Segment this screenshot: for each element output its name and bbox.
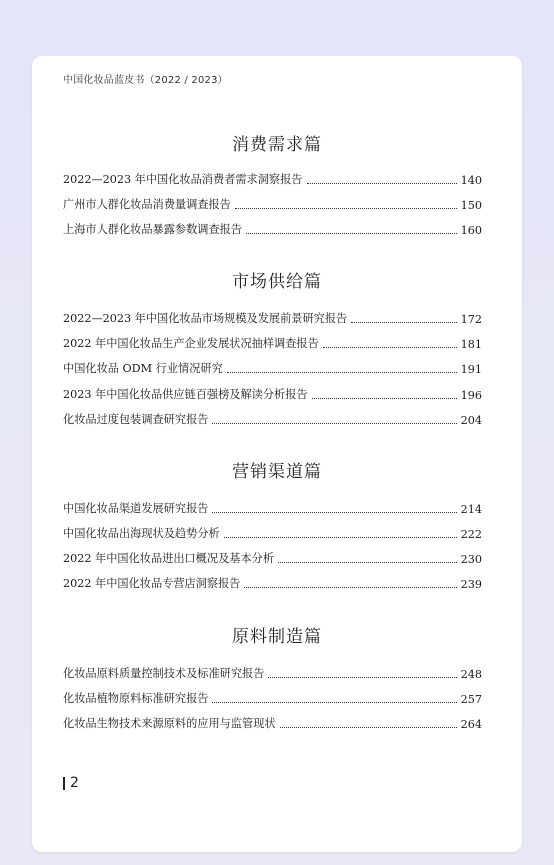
- toc-entry: [63, 573, 482, 591]
- toc-entry-page: 172: [460, 313, 482, 326]
- dot-leader: [280, 727, 457, 728]
- toc-entry-page: 204: [460, 414, 482, 427]
- toc-entry-page: 239: [460, 578, 482, 591]
- dot-leader: [351, 322, 456, 323]
- toc-entry-title: 上海市人群化妆品暴露参数调查报告: [63, 223, 243, 236]
- toc-entry-title: 2022 年中国化妆品专营店洞察报告: [63, 577, 241, 590]
- toc-entry-title: 2023 年中国化妆品供应链百强榜及解读分析报告: [63, 388, 308, 401]
- toc-entry: [63, 523, 482, 541]
- section-title-consumer-demand: 消费需求篇: [232, 135, 322, 155]
- toc-entry-title: 中国化妆品渠道发展研究报告: [63, 502, 209, 515]
- dot-leader: [312, 398, 457, 399]
- toc-entry: [63, 548, 482, 566]
- toc-entry: [63, 498, 482, 516]
- dot-leader: [246, 233, 457, 234]
- toc-entry-title: 2022 年中国化妆品生产企业发展状况抽样调查报告: [63, 337, 319, 350]
- toc-entry-page: 196: [460, 389, 482, 402]
- dot-leader: [244, 587, 456, 588]
- running-head: 中国化妆品蓝皮书（2022 / 2023）: [63, 75, 228, 86]
- toc-entry-page: 257: [460, 693, 482, 706]
- toc-entry: [63, 663, 482, 681]
- toc-entry-title: 中国化妆品 ODM 行业情况研究: [63, 362, 223, 375]
- toc-entry: [63, 333, 482, 351]
- toc-entry-page: 214: [460, 503, 482, 516]
- toc-entry-title: 化妆品原料质量控制技术及标准研究报告: [63, 667, 265, 680]
- toc-entry: [63, 219, 482, 237]
- toc-entry-title: 2022—2023 年中国化妆品消费者需求洞察报告: [63, 173, 303, 186]
- toc-entry-page: 264: [460, 718, 482, 731]
- toc-entry: [63, 688, 482, 706]
- toc-entry-page: 160: [460, 224, 482, 237]
- toc-entry-page: 222: [460, 528, 482, 541]
- dot-leader: [212, 512, 456, 513]
- toc-entry-page: 248: [460, 668, 482, 681]
- toc-entry-page: 140: [460, 174, 482, 187]
- toc-entry-page: 191: [460, 363, 482, 376]
- dot-leader: [307, 183, 457, 184]
- section-title-marketing-channels: 营销渠道篇: [232, 462, 322, 482]
- toc-entry: [63, 194, 482, 212]
- dot-leader: [224, 537, 457, 538]
- toc-entry: [63, 358, 482, 376]
- toc-entry: [63, 713, 482, 731]
- toc-entry-page: 230: [460, 553, 482, 566]
- section-title-market-supply: 市场供给篇: [232, 272, 322, 292]
- dot-leader: [212, 702, 456, 703]
- toc-entry-title: 化妆品过度包装调查研究报告: [63, 413, 209, 426]
- page-number-bar: [63, 777, 65, 790]
- toc-entry-title: 中国化妆品出海现状及趋势分析: [63, 527, 220, 540]
- toc-entry-title: 2022—2023 年中国化妆品市场规模及发展前景研究报告: [63, 312, 348, 325]
- book-page: [32, 56, 522, 852]
- toc-entry: [63, 308, 482, 326]
- toc-entry: [63, 384, 482, 402]
- page-number: [63, 775, 79, 791]
- page-number-text: 2: [70, 775, 79, 791]
- toc-entry-page: 181: [460, 338, 482, 351]
- toc-entry-title: 广州市人群化妆品消费量调查报告: [63, 198, 231, 211]
- toc-entry: [63, 409, 482, 427]
- dot-leader: [235, 208, 457, 209]
- dot-leader: [212, 423, 456, 424]
- dot-leader: [323, 347, 457, 348]
- dot-leader: [227, 372, 457, 373]
- toc-entry: [63, 169, 482, 187]
- toc-entry-page: 150: [460, 199, 482, 212]
- dot-leader: [268, 677, 456, 678]
- toc-entry-title: 化妆品植物原料标准研究报告: [63, 692, 209, 705]
- dot-leader: [278, 562, 457, 563]
- toc-entry-title: 化妆品生物技术来源原料的应用与监管现状: [63, 717, 276, 730]
- toc-entry-title: 2022 年中国化妆品进出口概况及基本分析: [63, 552, 275, 565]
- section-title-raw-materials: 原料制造篇: [232, 627, 322, 647]
